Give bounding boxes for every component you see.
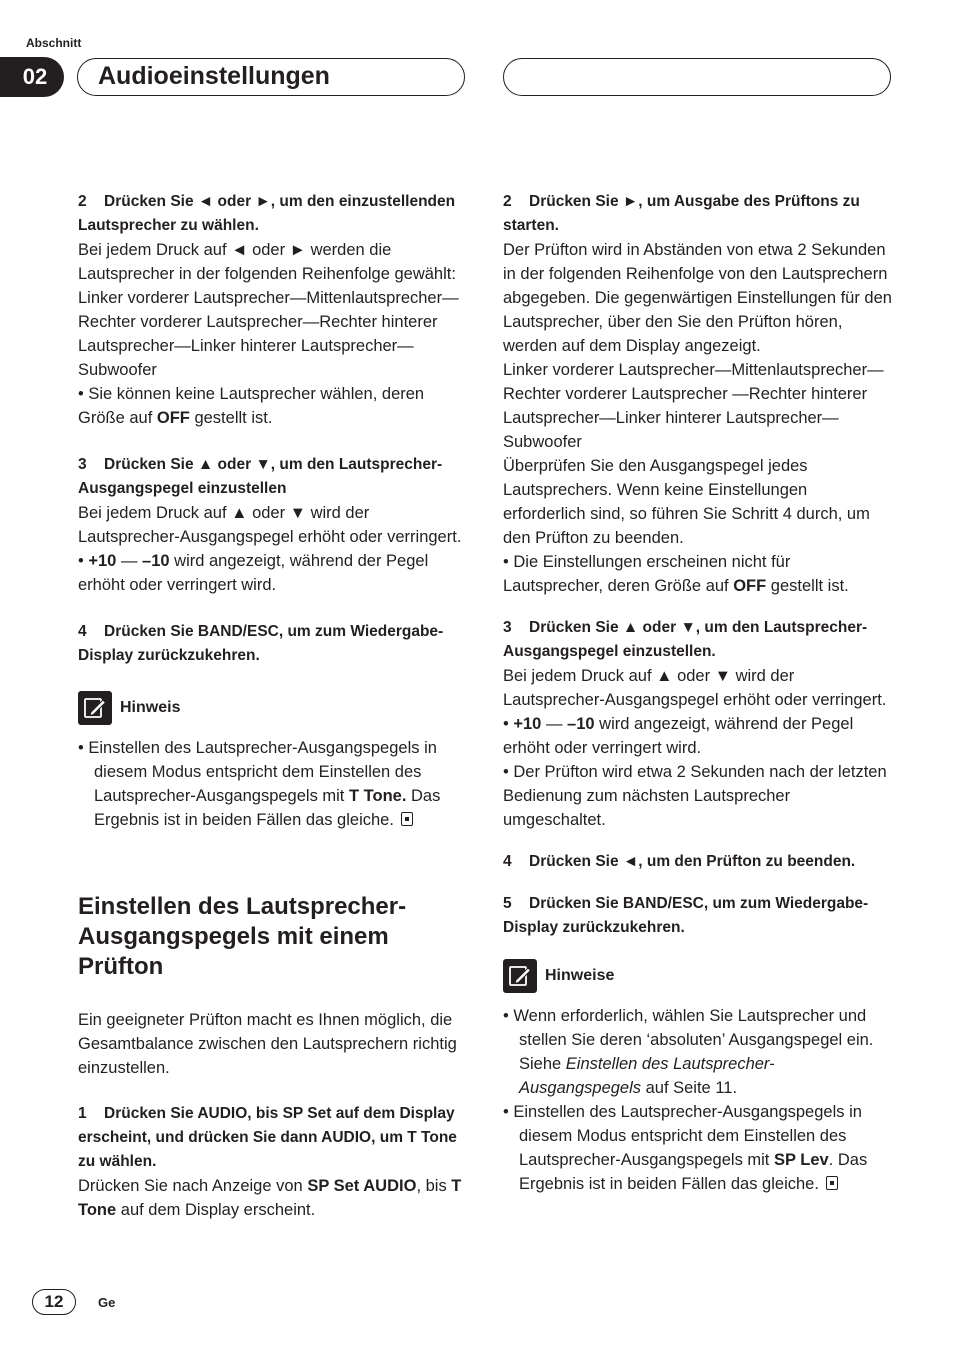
r-step-3-body: Bei jedem Druck auf ▲ oder ▼ wird der Lautsprecher-Ausgangspegel erhöht oder verringert. [503,667,887,709]
r-step-2-bullet: • Die Einstellungen erscheinen nicht für Lautsprecher, deren Größe auf OFF gestellt ist. [503,553,849,595]
step-3-bullet: • +10 — –10 wird angezeigt, während der Pegel erhöht oder verringert wird. [78,552,429,594]
notes-bullet-2: • Einstellen des Lautsprecher-Ausgangspegels in diesem Modus entspricht dem Einstellen des Lautsprecher-Ausgangspegels mit SP Lev. Das Ergebnis ist in beiden Fällen das gleiche. [503,1103,868,1193]
step-1-heading: 1 Drücken Sie AUDIO, bis SP Set auf dem Display erscheint, und drücken Sie dann AUDIO, um T Tone zu wählen. [78,1105,457,1170]
note-pencil-icon [503,959,537,993]
step-4-heading: 4 Drücken Sie BAND/ESC, um zum Wiedergabe-Display zurückzukehren. [78,623,444,664]
r-step-2-body: Der Prüfton wird in Abständen von etwa 2 Sekunden in der folgenden Reihenfolge von den Lautsprechern abgegeben. Die gegenwärtigen Einstellungen für den Lautsprecher, über den Sie den Prüfton hören, werden auf dem Display angezeigt. [503,241,892,355]
r-check-text: Überprüfen Sie den Ausgangspegel jedes Lautsprechers. Wenn keine Einstellungen erforderlich sind, so führen Sie Schritt 4 durch, um den Prüfton zu beenden. [503,457,870,547]
subsection-heading: Einstellen des Lautsprecher-Ausgangspegels mit einem Prüfton [78,893,407,980]
r-step-3-bullet-2: • Der Prüfton wird etwa 2 Sekunden nach der letzten Bedienung zum nächsten Lautsprecher umgeschaltet. [503,763,887,829]
end-of-section-icon [401,812,413,826]
step-2-heading: 2 Drücken Sie ◄ oder ►, um den einzustellenden Lautsprecher zu wählen. [78,193,456,234]
notes-label: Hinweise [545,967,615,984]
r-step-2-heading: 2 Drücken Sie ►, um Ausgabe des Prüftons zu starten. [503,193,860,234]
notes-bullet-1: • Wenn erforderlich, wählen Sie Lautsprecher und stellen Sie deren ‘absoluten’ Ausgangspegel ein. Siehe Einstellen des Lautsprecher-Ausgangspegels auf Seite 11. [503,1007,874,1097]
r-step-3-bullet: • +10 — –10 wird angezeigt, während der Pegel erhöht oder verringert wird. [503,715,854,757]
note-header [78,690,468,726]
speaker-order: Linker vorderer Lautsprecher—Mittenlautsprecher—Rechter vorderer Lautsprecher—Rechter hinterer Lautsprecher—Linker hinterer Lautsprecher—Subwoofer [78,289,459,379]
end-of-section-icon [826,1176,838,1190]
notes-header [503,958,893,994]
language-code: Ge [98,1295,116,1310]
page-number: 12 [32,1289,76,1315]
section-number-badge: 02 [0,57,64,97]
right-column [503,190,893,1196]
step-3-body: Bei jedem Druck auf ▲ oder ▼ wird der Lautsprecher-Ausgangspegel erhöht oder verringert. [78,504,462,546]
step-2-body: Bei jedem Druck auf ◄ oder ► werden die Lautsprecher in der folgenden Reihenfolge gewählt: [78,241,456,283]
section-label: Abschnitt [26,36,82,50]
r-step-5-heading: 5 Drücken Sie BAND/ESC, um zum Wiedergabe-Display zurückzukehren. [503,895,869,936]
r-speaker-order: Linker vorderer Lautsprecher—Mittenlautsprecher—Rechter vorderer Lautsprecher —Rechter hinterer Lautsprecher—Linker hinterer Lautsprecher—Subwoofer [503,361,884,451]
step-2-bullet: • Sie können keine Lautsprecher wählen, deren Größe auf OFF gestellt ist. [78,385,425,427]
left-column [78,190,468,1222]
chapter-title-box-empty [503,58,891,96]
note-label: Hinweis [120,699,181,716]
r-step-3-heading: 3 Drücken Sie ▲ oder ▼, um den Lautsprecher-Ausgangspegel einzustellen. [503,619,868,660]
chapter-title: Audioeinstellungen [77,58,465,96]
step-3-heading: 3 Drücken Sie ▲ oder ▼, um den Lautsprecher-Ausgangspegel einzustellen [78,456,443,497]
subsection-intro: Ein geeigneter Prüfton macht es Ihnen möglich, die Gesamtbalance zwischen den Lautsprechern richtig einzustellen. [78,1011,457,1077]
r-step-4-heading: 4 Drücken Sie ◄, um den Prüfton zu beenden. [503,853,856,870]
note-pencil-icon [78,691,112,725]
note-bullet: • Einstellen des Lautsprecher-Ausgangspegels in diesem Modus entspricht dem Einstellen des Lautsprecher-Ausgangspegels mit T Tone. Das Ergebnis ist in beiden Fällen das gleiche. [78,739,441,829]
step-1-body: Drücken Sie nach Anzeige von SP Set AUDIO, bis T Tone auf dem Display erscheint. [78,1177,462,1219]
